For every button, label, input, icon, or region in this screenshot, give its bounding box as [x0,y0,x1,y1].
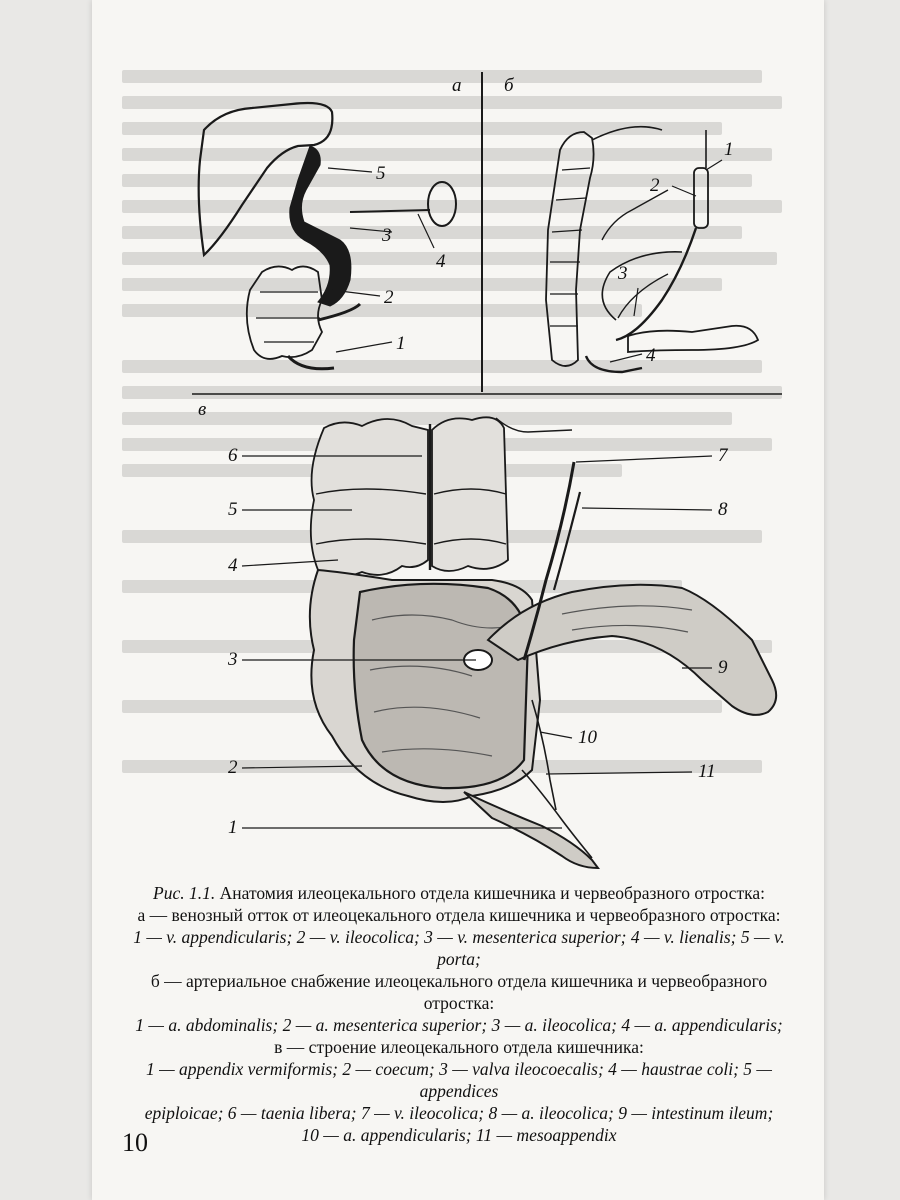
panel-v-drawing [310,417,776,868]
panel-b-label-4: 4 [646,345,656,366]
panel-v-label-2: 2 [228,757,238,778]
panel-v-label-5: 5 [228,499,238,520]
caption-v-items-3: 10 — a. appendicularis; 11 — mesoappendix [301,1125,617,1145]
panel-b-label-1: 1 [724,139,734,160]
figure-caption [114,882,804,1146]
panel-v-label-1: 1 [228,817,238,838]
caption-v-items-2: epiploicae; 6 — taenia libera; 7 — v. ileocolica; 8 — a. ileocolica; 9 — intestinum ileum; [144,1103,774,1123]
panel-a-label-1: 1 [396,333,406,354]
lienal-vein [350,210,430,212]
spleen-shape [428,182,456,226]
panel-v-label-6: 6 [228,445,238,466]
caption-title-text: Анатомия илеоцекального отдела кишечника и червеобразного отростка: [219,883,765,903]
haustra-left [311,419,428,578]
haustra-right [432,417,508,571]
panel-a-label-2: 2 [384,287,394,308]
colon-segment-a [247,266,322,358]
ileum-stub-a [318,304,360,320]
panel-a-label-4: 4 [436,251,446,272]
panel-v-label-10: 10 [578,727,597,748]
panel-v-label-3: 3 [228,649,238,670]
sma-b [616,228,696,340]
panel-v-label-9: 9 [718,657,728,678]
cecum-opened [354,584,528,788]
panel-label-b: б [504,75,514,96]
caption-title [114,882,804,904]
panel-a-drawing [199,103,456,369]
caption-a-desc: а — венозный отток от илеоцекального отдела кишечника и червеобразного отростка: [137,905,781,925]
caption-ref: Рис. 1.1. [153,883,216,903]
panel-v-label-8: 8 [718,499,728,520]
panel-v-label-11: 11 [698,761,716,782]
panel-b-label-3: 3 [618,263,628,284]
page-number: 10 [122,1128,148,1157]
panel-b-label-2: 2 [650,175,660,196]
appendix-a [288,356,334,369]
panel-v-label-7: 7 [718,445,728,466]
caption-v-items-1: 1 — appendix vermiformis; 2 — coecum; 3 — valva ileocoecalis; 4 — haustrae coli; 5 — appendices [146,1059,772,1101]
panel-a-label-5: 5 [376,163,386,184]
appendix-b [586,356,642,372]
ascending-colon-b [546,132,594,366]
caption-b-desc: б — артериальное снабжение илеоцекального отдела кишечника и червеобразного отростка: [150,971,768,1013]
caption-a-items: 1 — v. appendicularis; 2 — v. ileocolica; 3 — v. mesenterica superior; 4 — v. lienalis; 5 — v. porta; [133,927,785,969]
book-page [92,0,824,1200]
panel-label-a: а [452,75,462,96]
aorta-b [694,168,708,228]
caption-v-desc: в — строение илеоцекального отдела кишечника: [274,1037,644,1057]
caption-b-items: 1 — a. abdominalis; 2 — a. mesenterica superior; 3 — a. ileocolica; 4 — a. appendicularis; [135,1015,783,1035]
panel-a-label-3: 3 [382,225,392,246]
appendix-v [464,792,598,868]
panel-label-v: в [198,399,207,420]
panel-v-label-4: 4 [228,555,238,576]
panel-b-drawing [546,127,758,372]
anatomy-figure [92,0,824,880]
